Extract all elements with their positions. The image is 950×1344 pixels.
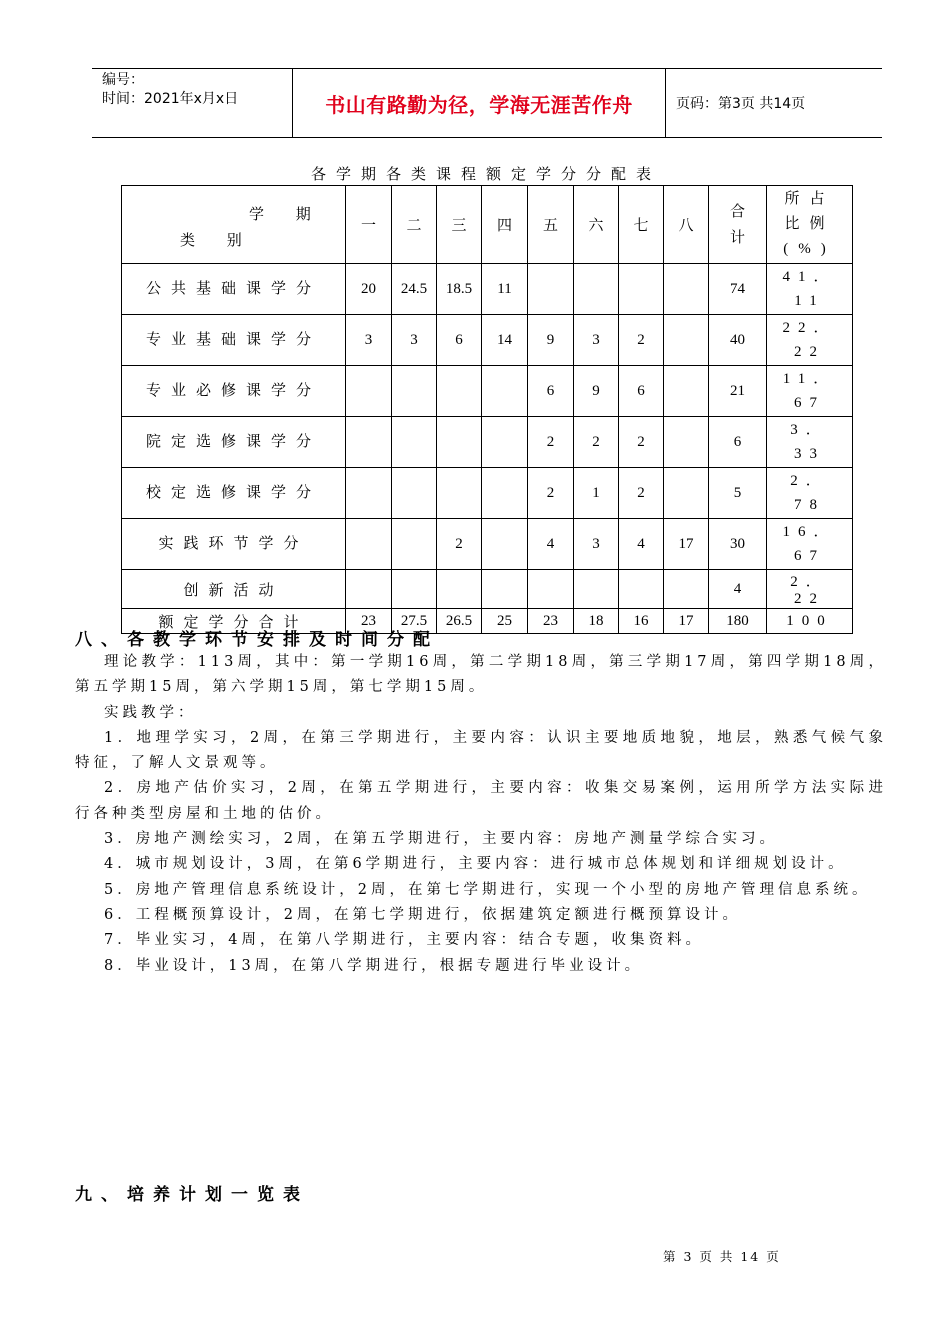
credit-cell xyxy=(482,366,528,417)
credit-cell: 3 xyxy=(574,315,619,366)
credit-cell: 2 xyxy=(619,315,664,366)
credit-cell xyxy=(346,417,392,468)
document-number-label: 编号： xyxy=(102,72,144,88)
semester-header: 八 xyxy=(664,186,709,264)
credit-cell xyxy=(482,519,528,570)
credit-cell xyxy=(346,366,392,417)
credit-cell xyxy=(619,264,664,315)
category-cell: 创新活动 xyxy=(122,570,346,609)
total-cell: 6 xyxy=(709,417,767,468)
credit-cell xyxy=(392,468,437,519)
semester-header: 五 xyxy=(528,186,574,264)
credit-cell xyxy=(664,315,709,366)
credit-cell xyxy=(392,366,437,417)
credit-cell: 3 xyxy=(392,315,437,366)
table-title: 各学期各类课程额定学分分配表 xyxy=(310,165,661,183)
semester-header: 三 xyxy=(437,186,482,264)
credit-allocation-table xyxy=(121,185,853,634)
credit-cell xyxy=(574,570,619,609)
section-9-heading: 九、培养计划一览表 xyxy=(75,1185,309,1205)
body-paragraph: 1．地理学实习，2周，在第三学期进行，主要内容：认识主要地质地貌，地层，熟悉气候气象特征，了解人文景观等。 xyxy=(75,729,887,772)
credit-cell xyxy=(482,468,528,519)
category-cell: 院定选修课学分 xyxy=(122,417,346,468)
credit-cell xyxy=(437,417,482,468)
body-paragraph: 3．房地产测绘实习，2周，在第五学期进行，主要内容：房地产测量学综合实习。 xyxy=(104,831,778,848)
total-cell: 180 xyxy=(709,609,767,634)
credit-cell: 14 xyxy=(482,315,528,366)
header-motto: 书山有路勤为径，学海无涯苦作舟 xyxy=(325,93,633,117)
credit-cell: 9 xyxy=(574,366,619,417)
ratio-cell: 2．78 xyxy=(767,468,853,519)
semester-header: 四 xyxy=(482,186,528,264)
total-header: 合计 xyxy=(709,186,767,264)
credit-cell xyxy=(664,570,709,609)
body-paragraph: 理论教学：113周，其中：第一学期16周，第二学期18周，第三学期17周，第四学期18周，第五学期15周，第六学期15周，第七学期15周。 xyxy=(75,654,887,696)
credit-cell: 17 xyxy=(664,609,709,634)
page-footer: 第 3 页 共 14 页 xyxy=(663,1249,781,1264)
ratio-cell: 2．22 xyxy=(767,570,853,609)
credit-cell xyxy=(664,264,709,315)
credit-cell xyxy=(437,468,482,519)
body-paragraph: 6．工程概预算设计，2周，在第七学期进行，依据建筑定额进行概预算设计。 xyxy=(104,906,741,923)
corner-category-label: 类 别 xyxy=(180,233,256,249)
credit-cell: 17 xyxy=(664,519,709,570)
credit-cell xyxy=(574,264,619,315)
category-cell: 校定选修课学分 xyxy=(122,468,346,519)
corner-semester-label: 学 期 xyxy=(249,207,325,223)
credit-cell xyxy=(346,468,392,519)
semester-header: 二 xyxy=(392,186,437,264)
credit-cell: 27.5 xyxy=(392,609,437,634)
section-8-body xyxy=(75,650,887,979)
table-row xyxy=(122,264,853,315)
semester-header: 一 xyxy=(346,186,392,264)
credit-cell: 2 xyxy=(528,417,574,468)
credit-cell xyxy=(528,570,574,609)
category-cell: 专业必修课学分 xyxy=(122,366,346,417)
table-row xyxy=(122,519,853,570)
credit-cell xyxy=(664,468,709,519)
header-meta xyxy=(102,71,238,109)
credit-cell: 2 xyxy=(528,468,574,519)
body-paragraph: 7．毕业实习，4周，在第八学期进行，主要内容：结合专题，收集资料。 xyxy=(104,932,704,949)
credit-cell: 23 xyxy=(528,609,574,634)
credit-cell xyxy=(664,417,709,468)
semester-header: 七 xyxy=(619,186,664,264)
ratio-cell: 3．33 xyxy=(767,417,853,468)
table-row xyxy=(122,315,853,366)
credit-cell xyxy=(392,519,437,570)
table-row xyxy=(122,468,853,519)
total-cell: 74 xyxy=(709,264,767,315)
body-paragraph: 实践教学： xyxy=(104,704,197,721)
credit-cell: 20 xyxy=(346,264,392,315)
document-time-label: 时间：2021年x月x日 xyxy=(102,91,239,107)
total-cell: 5 xyxy=(709,468,767,519)
ratio-cell: 11．67 xyxy=(767,366,853,417)
header-divider xyxy=(665,69,666,137)
total-cell: 21 xyxy=(709,366,767,417)
credit-cell: 1 xyxy=(574,468,619,519)
page-header xyxy=(92,68,882,138)
credit-cell xyxy=(392,570,437,609)
credit-cell: 24.5 xyxy=(392,264,437,315)
table-header-row xyxy=(122,186,853,264)
credit-cell: 2 xyxy=(574,417,619,468)
table-row xyxy=(122,366,853,417)
credit-cell xyxy=(664,366,709,417)
credit-cell: 23 xyxy=(346,609,392,634)
ratio-header: 所占比例(%) xyxy=(767,186,853,264)
credit-cell: 18.5 xyxy=(437,264,482,315)
credit-cell: 11 xyxy=(482,264,528,315)
category-cell: 专业基础课学分 xyxy=(122,315,346,366)
credit-cell: 4 xyxy=(528,519,574,570)
credit-cell xyxy=(482,417,528,468)
total-cell: 40 xyxy=(709,315,767,366)
ratio-cell: 100 xyxy=(767,609,853,634)
credit-cell: 4 xyxy=(619,519,664,570)
ratio-cell: 41．11 xyxy=(767,264,853,315)
ratio-cell: 22．22 xyxy=(767,315,853,366)
body-paragraph: 2．房地产估价实习，2周，在第五学期进行，主要内容：收集交易案例，运用所学方法实际进行各种类型房屋和土地的估价。 xyxy=(75,780,887,822)
category-cell: 实践环节学分 xyxy=(122,519,346,570)
table-row xyxy=(122,570,853,609)
credit-cell: 6 xyxy=(528,366,574,417)
header-page-label: 页码：第3页 共14页 xyxy=(676,96,806,112)
credit-cell: 3 xyxy=(574,519,619,570)
body-paragraph: 4．城市规划设计，3周，在第6学期进行，主要内容：进行城市总体规划和详细规划设计。 xyxy=(104,856,847,873)
body-paragraph: 8．毕业设计，13周，在第八学期进行，根据专题进行毕业设计。 xyxy=(104,957,644,974)
credit-cell: 26.5 xyxy=(437,609,482,634)
credit-cell: 25 xyxy=(482,609,528,634)
credit-cell: 6 xyxy=(619,366,664,417)
credit-cell xyxy=(437,366,482,417)
credit-cell xyxy=(437,570,482,609)
credit-cell xyxy=(528,264,574,315)
section-8-heading: 八、各教学环节安排及时间分配 xyxy=(75,630,439,650)
credit-cell: 2 xyxy=(437,519,482,570)
credit-cell: 2 xyxy=(619,417,664,468)
credit-cell xyxy=(346,570,392,609)
credit-cell: 9 xyxy=(528,315,574,366)
total-cell: 30 xyxy=(709,519,767,570)
credit-cell: 3 xyxy=(346,315,392,366)
semester-header: 六 xyxy=(574,186,619,264)
table-row xyxy=(122,417,853,468)
corner-header-cell xyxy=(122,186,346,264)
credit-cell: 16 xyxy=(619,609,664,634)
category-cell: 公共基础课学分 xyxy=(122,264,346,315)
body-paragraph: 5．房地产管理信息系统设计，2周，在第七学期进行，实现一个小型的房地产管理信息系统。 xyxy=(104,881,871,898)
credit-cell: 18 xyxy=(574,609,619,634)
credit-cell xyxy=(619,570,664,609)
total-cell: 4 xyxy=(709,570,767,609)
credit-cell xyxy=(392,417,437,468)
credit-cell xyxy=(482,570,528,609)
credit-cell xyxy=(346,519,392,570)
ratio-cell: 16．67 xyxy=(767,519,853,570)
credit-cell: 2 xyxy=(619,468,664,519)
credit-cell: 6 xyxy=(437,315,482,366)
category-cell: 额定学分合计 xyxy=(122,609,346,634)
